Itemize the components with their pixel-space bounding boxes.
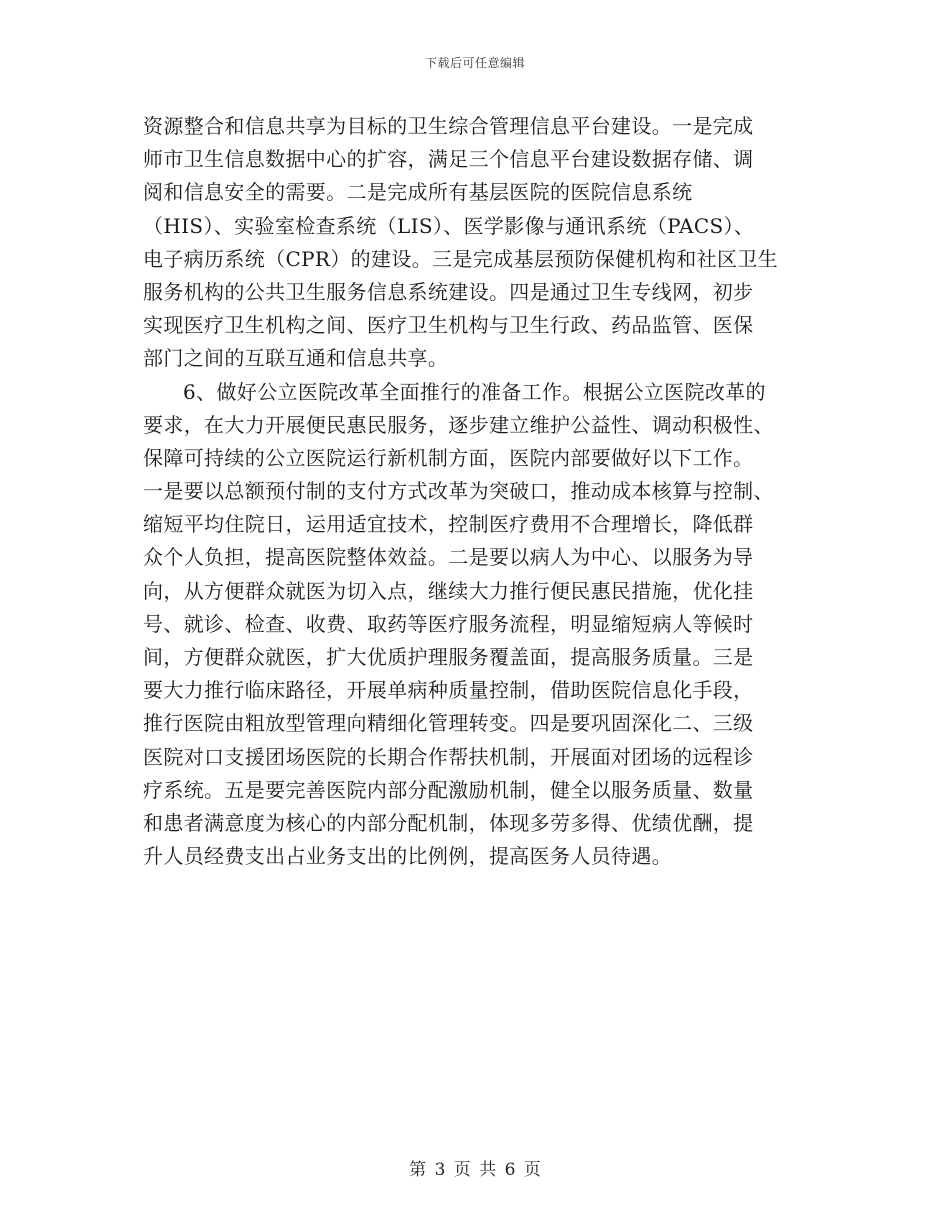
text-line: 医院对口支援团场医院的长期合作帮扶机制，开展面对团场的远程诊 (143, 744, 754, 769)
text-line: 向，从方便群众就医为切入点，继续大力推行便民惠民措施，优化挂 (143, 578, 754, 603)
text-line: 缩短平均住院日，运用适宜技术，控制医疗费用不合理增长，降低群 (143, 512, 754, 537)
text-line: 要求，在大力开展便民惠民服务，逐步建立维护公益性、调动积极性、 (143, 412, 774, 437)
text-line: 和患者满意度为核心的内部分配机制，体现多劳多得、优绩优酬，提 (143, 810, 754, 835)
text-line: 部门之间的互联互通和信息共享。 (143, 346, 449, 371)
text-line: 要大力推行临床路径，开展单病种质量控制，借助医院信息化手段， (143, 678, 754, 703)
text-line: 众个人负担，提高医院整体效益。二是要以病人为中心、以服务为导 (143, 545, 754, 570)
page-header: 下载后可任意编辑 (424, 56, 525, 70)
text-line: 服务机构的公共卫生服务信息系统建设。四是通过卫生专线网，初步 (143, 279, 754, 304)
text-line: 推行医院由粗放型管理向精细化管理转变。四是要巩固深化二、三级 (143, 711, 754, 736)
text-line: 疗系统。五是要完善医院内部分配激励机制，健全以服务质量、数量 (143, 777, 754, 802)
paragraph-start-line: 6、做好公立医院改革全面推行的准备工作。根据公立医院改革的 (183, 379, 766, 404)
text-line: 电子病历系统（CPR）的建设。三是完成基层预防保健机构和社区卫生 (143, 246, 779, 271)
text-line: 一是要以总额预付制的支付方式改革为突破口，推动成本核算与控制、 (143, 479, 774, 504)
body-text (143, 110, 813, 873)
text-line: 阅和信息安全的需要。二是完成所有基层医院的医院信息系统 (143, 180, 693, 205)
text-line: 号、就诊、检查、收费、取药等医疗服务流程，明显缩短病人等候时 (143, 611, 754, 636)
text-line: 师市卫生信息数据中心的扩容，满足三个信息平台建设数据存储、调 (143, 147, 754, 172)
text-line: （HIS）、实验室检查系统（LIS）、医学影像与通讯系统（PACS）、 (143, 213, 755, 238)
text-line: 间，方便群众就医，扩大优质护理服务覆盖面，提高服务质量。三是 (143, 645, 754, 669)
text-line: 资源整合和信息共享为目标的卫生综合管理信息平台建设。一是完成 (143, 114, 754, 138)
text-line: 保障可持续的公立医院运行新机制方面，医院内部要做好以下工作。 (143, 445, 754, 470)
text-line: 升人员经费支出占业务支出的比例例，提高医务人员待遇。 (143, 844, 673, 869)
text-line: 实现医疗卫生机构之间、医疗卫生机构与卫生行政、药品监管、医保 (143, 313, 754, 338)
page-number-footer: 第 3 页 共 6 页 (409, 1160, 541, 1180)
